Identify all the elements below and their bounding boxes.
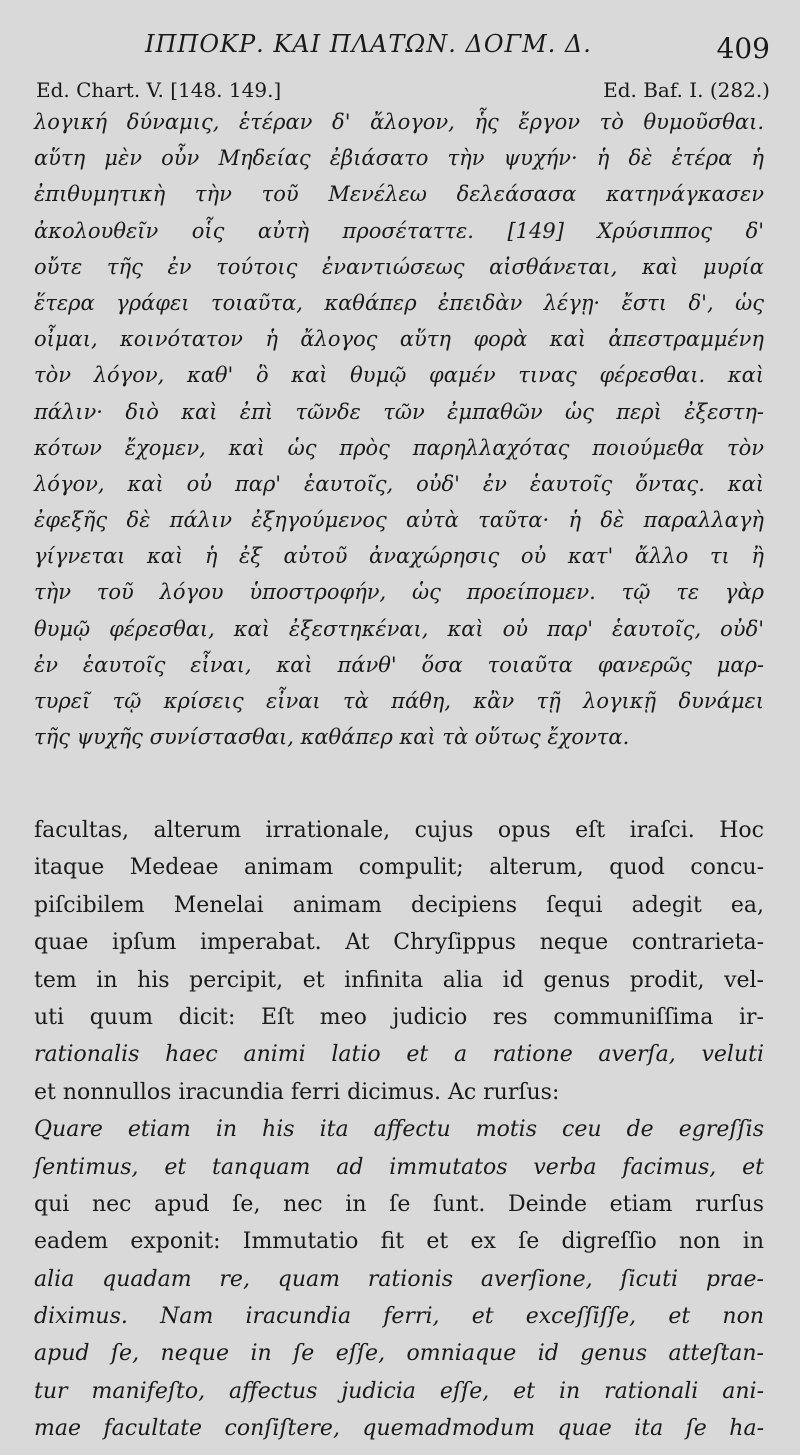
latin-line: facultas, alterum irrationale, cujus opus eſt iraſci. Hoc: [34, 818, 764, 843]
greek-line: ἕτερα γράφει τοιαῦτα, καθάπερ ἐπειδὰν λέγῃ· ἔστι δ', ὡς: [34, 290, 764, 315]
greek-line: τυρεῖ τῷ κρίσεις εἶναι τὰ πάθη, κἂν τῇ λογικῇ δυνάμει: [34, 689, 764, 713]
greek-line: αὕτη μὲν οὖν Μηδείας ἐβιάσατο τὴν ψυχήν· ἡ δὲ ἑτέρα ἡ: [34, 146, 764, 171]
latin-line: piſcibilem Menelai animam decipiens ſequi adegit ea,: [34, 892, 764, 918]
greek-line: λόγον, καὶ οὐ παρ' ἑαυτοῖς, οὐδ' ἐν ἑαυτοῖς ὄντας. καὶ: [34, 471, 764, 496]
latin-line: alia quadam re, quam rationis averſione, ſicuti prae-: [34, 1266, 764, 1292]
greek-line: θυμῷ φέρεσθαι, καὶ ἐξεστηκέναι, καὶ οὐ παρ' ἑαυτοῖς, οὐδ': [34, 616, 764, 641]
latin-line: itaque Medeae animam compulit; alterum, quod concu-: [34, 855, 764, 881]
greek-line: γίγνεται καὶ ἡ ἐξ αὐτοῦ ἀναχώρησις οὐ κατ' ἄλλο τι ἢ: [34, 544, 764, 569]
latin-line: apud ſe, neque in ſe eſſe, omniaque id genus atteſtan-: [34, 1341, 764, 1367]
latin-line: mae facultate conſiſtere, quemadmodum quae ita ſe ha-: [34, 1416, 764, 1442]
edition-right: Ed. Baf. I. (282.): [603, 78, 770, 102]
latin-line: qui nec apud ſe, nec in ſe ſunt. Deinde etiam rurſus: [34, 1191, 764, 1217]
latin-line: uti quum dicit: Eſt meo judicio res communiſſima ir-: [34, 1004, 764, 1030]
greek-line: τῆς ψυχῆς συνίστασθαι, καθάπερ καὶ τὰ οὕτως ἔχοντα.: [34, 725, 630, 750]
greek-line: οἶμαι, κοινότατον ἡ ἄλογος αὕτη φορὰ καὶ ἀπεστραμμένη: [34, 327, 764, 352]
greek-line: ἀκολουθεῖν οἷς αὐτὴ προσέταττε. [149] Χρύσιππος δ': [34, 218, 764, 243]
running-head-title: ΙΠΠΟΚΡ. ΚΑΙ ΠΛΑΤΩΝ. ΔΟΓΜ. Δ.: [145, 30, 592, 58]
greek-line: ἐν ἑαυτοῖς εἶναι, καὶ πάνθ' ὅσα τοιαῦτα φανερῶς μαρ-: [34, 652, 764, 677]
latin-line: eadem exponit: Immutatio fit et ex ſe digreſſio non in: [34, 1229, 764, 1255]
greek-text-block: [34, 104, 764, 755]
latin-text-block: [34, 812, 764, 1448]
edition-left: Ed. Chart. V. [148. 149.]: [36, 78, 282, 102]
greek-line: πάλιν· διὸ καὶ ἐπὶ τῶνδε τῶν ἐμπαθῶν ὡς περὶ ἐξεστη-: [34, 399, 764, 424]
latin-line: Quare etiam in his ita affectu motis ceu de egreſſis: [34, 1117, 764, 1143]
latin-line: tur manifeſto, affectus judicia eſſe, et in rationali ani-: [34, 1378, 764, 1404]
running-head: [0, 30, 800, 70]
greek-line: κότων ἔχομεν, καὶ ὡς πρὸς παρηλλαχότας ποιούμεθα τὸν: [34, 435, 764, 460]
greek-line: οὔτε τῆς ἐν τούτοις ἐναντιώσεως αἰσθάνεται, καὶ μυρία: [34, 254, 764, 279]
latin-line: tem in his percipit, et infinita alia id genus prodit, vel-: [34, 967, 764, 993]
greek-line: λογική δύναμις, ἑτέραν δ' ἄλογον, ἧς ἔργον τὸ θυμοῦσθαι.: [34, 110, 764, 134]
greek-line: τὴν τοῦ λόγου ὑποστροφήν, ὡς προείπομεν. τῷ τε γὰρ: [34, 580, 764, 605]
greek-line: ἐπιθυμητικὴ τὴν τοῦ Μενέλεω δελεάσασα κατηνάγκασεν: [34, 182, 764, 207]
latin-line: rationalis haec animi latio et a ratione averſa, veluti: [34, 1042, 764, 1068]
edition-reference-line: [36, 78, 770, 104]
latin-line: et nonnullos iracundia ferri dicimus. Ac rurſus:: [34, 1079, 560, 1105]
latin-line: diximus. Nam iracundia ferri, et exceſſiſſe, et non: [34, 1304, 764, 1330]
latin-line: ſentimus, et tanquam ad immutatos verba facimus, et: [34, 1154, 764, 1180]
latin-line: quae ipſum imperabat. At Chryſippus neque contrarieta-: [34, 930, 764, 956]
greek-line: τὸν λόγον, καθ' ὃ καὶ θυμῷ φαμέν τινας φέρεσθαι. καὶ: [34, 363, 764, 388]
greek-line: ἐφεξῆς δὲ πάλιν ἐξηγούμενος αὐτὰ ταῦτα· ἡ δὲ παραλλαγὴ: [34, 508, 764, 533]
page-number: 409: [716, 32, 770, 65]
